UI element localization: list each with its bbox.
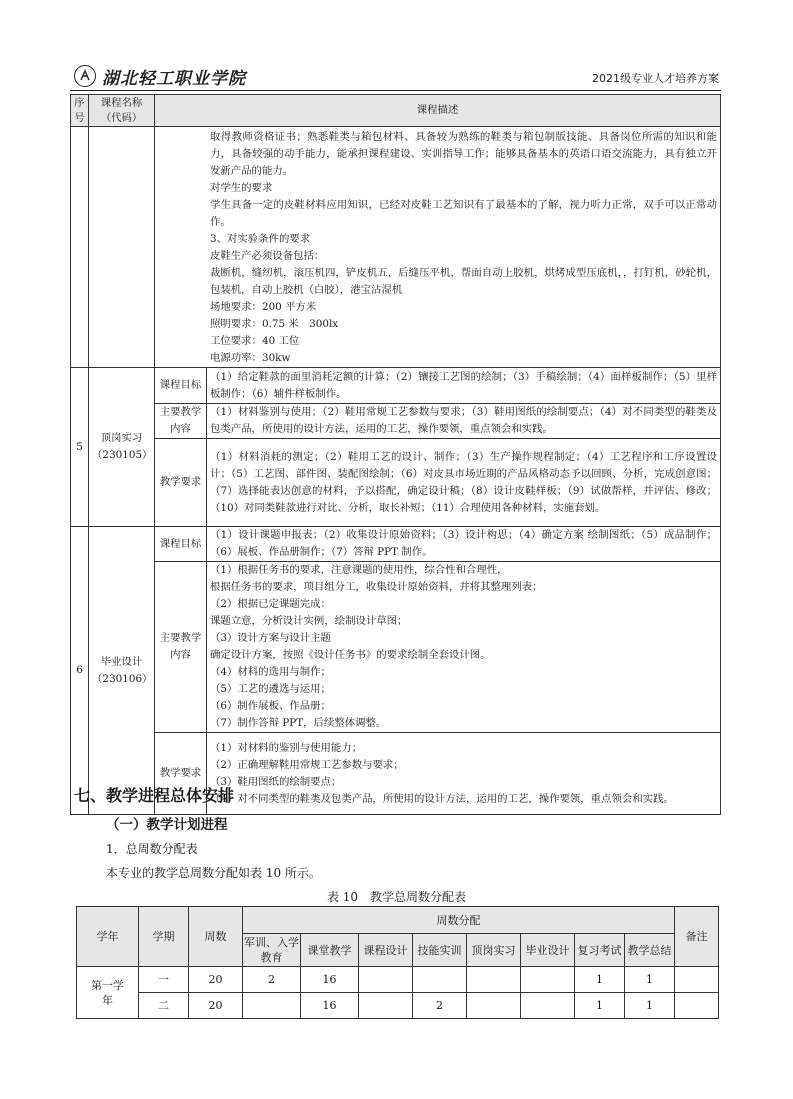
cell-name-empty (89, 127, 155, 368)
subheader-cell: 军训、入学教育 (243, 934, 301, 967)
school-name: 湖北轻工职业学院 (102, 68, 246, 89)
subheader-cell: 课程设计 (359, 934, 413, 967)
course5-goal-label: 课程目标 (155, 368, 207, 404)
page-header (70, 64, 721, 91)
requirement-line: （1）对材料的鉴别与使用能力； (210, 741, 363, 754)
content-line: （2）根据已定课题完成： (210, 598, 331, 610)
course6-content-text (207, 562, 721, 733)
course5-requirement-label: 教学要求 (155, 439, 207, 527)
dist-cell (521, 967, 575, 993)
course6-goal-text: （1）设计课题申报表；（2）收集设计原始资料；（3）设计构思；（4）确定方案 绘制图纸；（5）成品制作；（6）展板、作品册制作；（7）答辩 PPT 制作。 (207, 527, 721, 562)
dist-cell (467, 967, 521, 993)
course6-code: （230106） (92, 672, 153, 685)
course6-no: 6 (71, 527, 89, 815)
school-seal-icon (74, 65, 96, 87)
col-header-desc: 课程描述 (155, 95, 721, 127)
course5-content-text: （1）材料鉴别与使用；（2）鞋用常规工艺参数与要求；（3）鞋用图纸的绘制要点；（4）对不同类型的鞋类及包类产品，所使用的设计方法，运用的工艺，操作要领，重点领会和实践。 (207, 404, 721, 439)
header-year: 学年 (77, 907, 139, 967)
weeks-cell: 20 (189, 993, 243, 1019)
content-line: （3）设计方案与设计主题 (210, 632, 331, 644)
desc-line: 工位要求：40 工位 (210, 335, 300, 347)
dist-cell: 2 (243, 967, 301, 993)
requirement-line: （4）对不同类型的鞋类及包类产品，所使用的设计方法，运用的工艺，操作要领，重点领会和实践。 (210, 792, 674, 805)
term-cell: 一 (139, 967, 189, 993)
course6-content-row (71, 562, 721, 733)
weeks-cell: 20 (189, 967, 243, 993)
dist-cell: 1 (575, 993, 625, 1019)
content-line: （1）根据任务书的要求，注意课题的使用性，综合性和合理性， (210, 564, 508, 576)
body-paragraph: 本专业的教学总周数分配如表 10 所示。 (106, 866, 321, 880)
desc-line: 对学生的要求 (210, 182, 273, 194)
document-title: 2021级专业人才培养方案 (592, 72, 719, 85)
dist-cell (467, 993, 521, 1019)
subheader-cell: 教学总结 (625, 934, 675, 967)
year-cell: 第一学年 (77, 967, 139, 1019)
requirement-line: （2）正确理解鞋用常规工艺参数与要求； (210, 758, 404, 771)
header-note: 备注 (675, 907, 719, 967)
desc-line: 3、对实验条件的要求 (210, 233, 311, 245)
desc-line: 取得教师资格证书；熟悉鞋类与箱包材料、具备较为熟练的鞋类与箱包制版技能、具备岗位所需的知识和能力，具备较强的动手能力，能承担课程建设、实训指导工作；能够具备基本的英语口语交流能力，具有独立开发新产品的能力。 (210, 131, 717, 177)
requirement-line: （3）鞋用图纸的绘制要点； (210, 775, 342, 788)
weeks-distribution-table (76, 906, 719, 1019)
course5-requirement-row (71, 439, 721, 527)
dist-cell: 2 (413, 993, 467, 1019)
subheader-cell: 毕业设计 (521, 934, 575, 967)
continuation-description (155, 127, 721, 368)
subheader-cell: 复习考试 (575, 934, 625, 967)
table-row (77, 993, 719, 1019)
dist-cell (521, 993, 575, 1019)
school-logo (74, 64, 246, 88)
table-header-row (71, 95, 721, 127)
course-description-table (70, 94, 721, 815)
course5-name: 顶岗实习 (100, 432, 143, 444)
course6-name: 毕业设计 (100, 655, 143, 668)
desc-line: 皮鞋生产必须设备包括： (210, 250, 325, 262)
content-line: （7）制作答辩 PPT，后续整体调整。 (210, 717, 387, 729)
desc-line: 照明要求：0.75 米 300lx (210, 318, 339, 330)
course6-requirement-text (207, 733, 721, 815)
course5-goal-text: （1）给定鞋款的面里消耗定额的计算；（2）镶接工艺图的绘制；（3）手稿绘制；（4）面样板制作；（5）里样板制作；（6）辅件样板制作。 (207, 368, 721, 404)
subheader-cell: 课堂教学 (301, 934, 359, 967)
course5-content-label: 主要教学内容 (155, 404, 207, 439)
table-row (77, 967, 719, 993)
weeks-header-row (77, 907, 719, 934)
course5-code: （230105） (92, 449, 153, 461)
course5-goal-row (71, 368, 721, 404)
header-term: 学期 (139, 907, 189, 967)
header-distribution: 周数分配 (243, 907, 675, 934)
subheader-cell: 技能实训 (413, 934, 467, 967)
desc-line: 裁断机，缝纫机，滚压机四，铲皮机五，后缝压平机，帮面自动上胶机，烘烤成型压底机，，打钉机，砂轮机，包装机，自动上胶机（白胶），港宝沾湿机 (210, 267, 717, 296)
col-header-name: 课程名称（代码） (89, 95, 155, 127)
dist-cell (243, 993, 301, 1019)
content-line: （5）工艺的遴选与运用； (210, 683, 331, 695)
desc-line: 学生具备一定的皮鞋材料应用知识，已经对皮鞋工艺知识有了最基本的了解，视力听力正常，双手可以正常动作。 (210, 199, 717, 228)
course5-requirement-text: （1）材料消耗的测定；（2）鞋用工艺的设计、制作；（3）生产操作规程制定；（4）工艺程序和工序设置设计；（5）工艺图、部件图、装配图绘制；（6）对皮具市场近期的产品风格动态予以回顾、分析，完成创意图；（7）选择能表达创意的材料，予以搭配，确定设计稿；（8）设计皮鞋样板；（9）试做帮样，并评估、修改；（10）对同类鞋款进行对比、分析，取长补短；（11）合理使用各种材料，实施套划。 (207, 439, 721, 527)
section-heading: 七、教学进程总体安排 (74, 786, 235, 805)
dist-cell: 1 (625, 993, 675, 1019)
dist-cell: 1 (575, 967, 625, 993)
dist-cell: 1 (625, 967, 675, 993)
course6-content-label: 主要教学内容 (155, 562, 207, 733)
subsection-heading: （一）教学计划进程 (106, 817, 228, 833)
course6-goal-row (71, 527, 721, 562)
dist-cell (359, 993, 413, 1019)
desc-line: 电源功率：30kw (210, 352, 291, 364)
course5-content-row (71, 404, 721, 439)
table-caption: 表 10 教学总周数分配表 (326, 890, 467, 904)
header-weeks: 周数 (189, 907, 243, 967)
table-row-continuation (71, 127, 721, 368)
note-cell (675, 967, 719, 993)
course5-name-cell (89, 368, 155, 527)
course5-no: 5 (71, 368, 89, 527)
content-line: 确定设计方案，按照《设计任务书》的要求绘制全套设计图。 (210, 649, 491, 661)
col-header-no: 序号 (71, 95, 89, 127)
content-line: 根据任务书的要求，项目组分工，收集设计原始资料，并将其整理列表； (210, 581, 543, 593)
item-heading: 1．总周数分配表 (106, 842, 198, 856)
dist-cell: 16 (301, 993, 359, 1019)
content-line: 课题立意，分析设计实例，绘制设计草图； (210, 615, 408, 627)
cell-no-empty (71, 127, 89, 368)
desc-line: 场地要求：200 平方米 (210, 301, 317, 313)
content-line: （6）制作展板、作品册； (210, 700, 331, 712)
dist-cell: 16 (301, 967, 359, 993)
course6-name-cell (89, 527, 155, 815)
course6-goal-label: 课程目标 (155, 527, 207, 562)
content-line: （4）材料的选用与制作； (210, 666, 331, 678)
course6-requirement-label: 教学要求 (155, 733, 207, 815)
dist-cell (413, 967, 467, 993)
subheader-cell: 顶岗实习 (467, 934, 521, 967)
note-cell (675, 993, 719, 1019)
dist-cell (359, 967, 413, 993)
term-cell: 二 (139, 993, 189, 1019)
